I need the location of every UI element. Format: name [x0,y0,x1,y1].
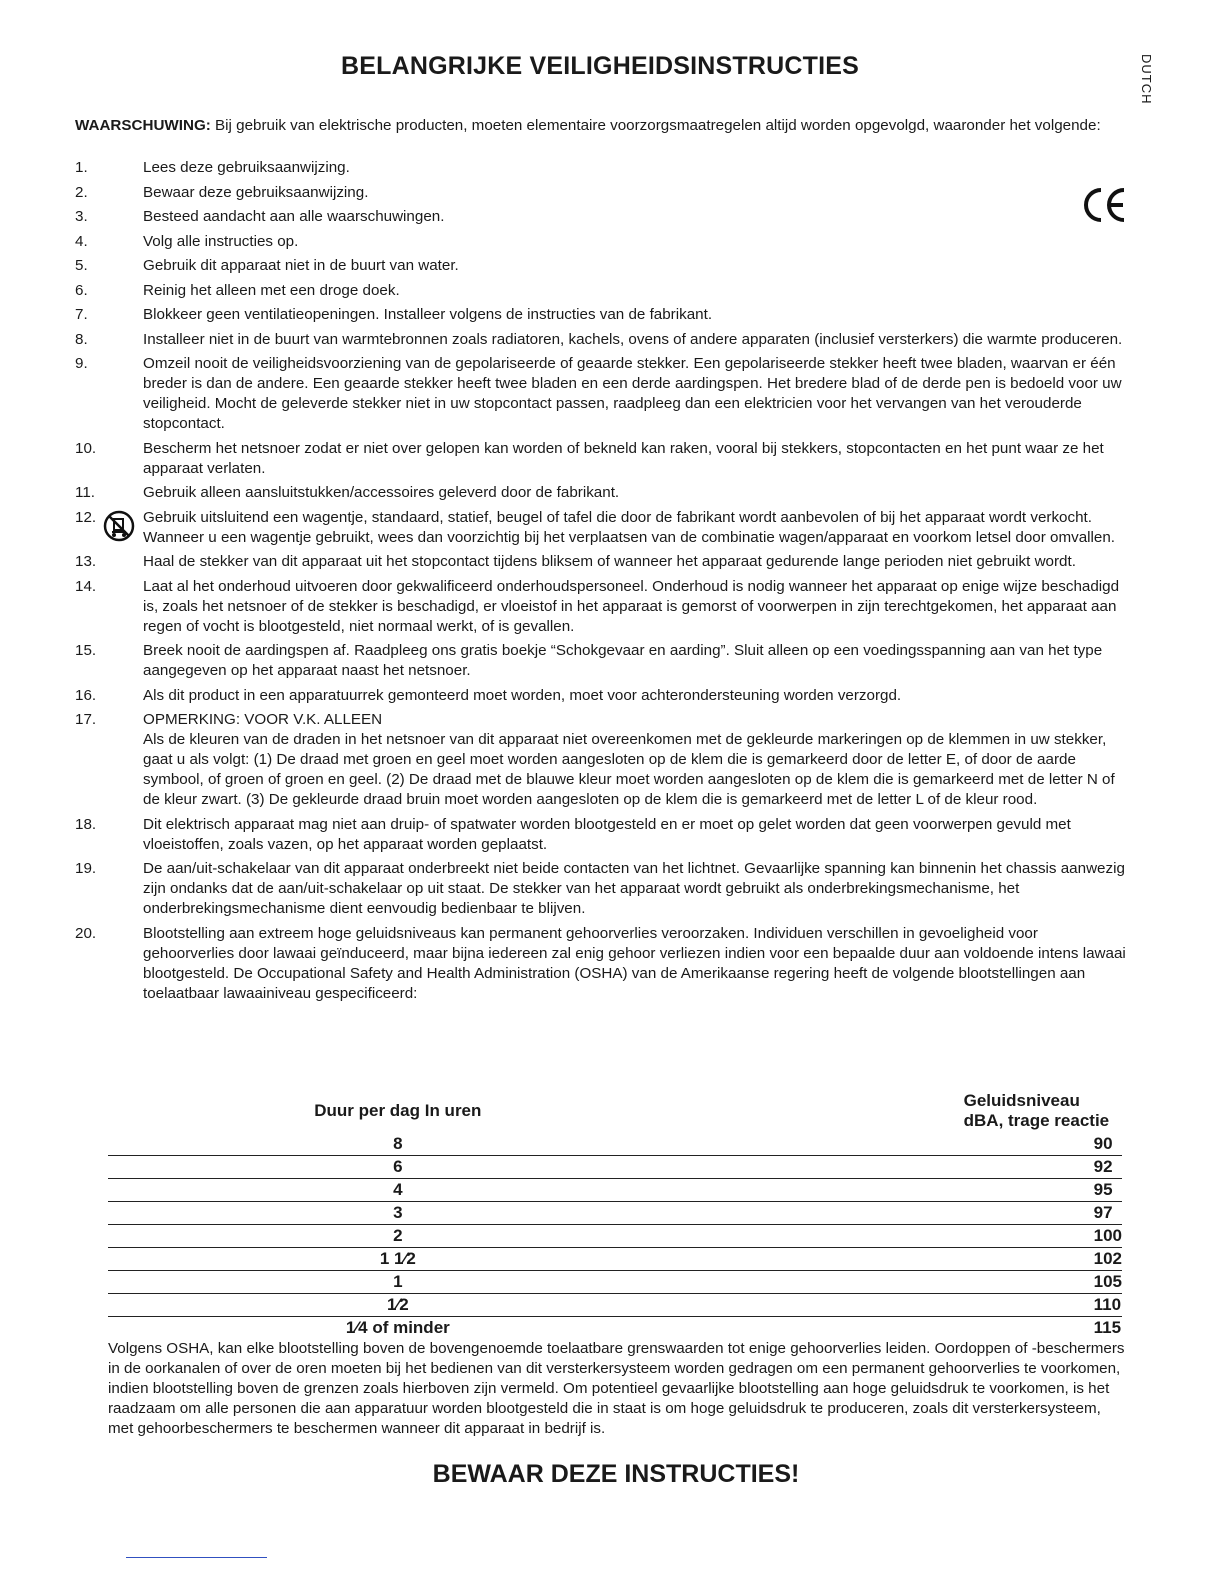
item-text: Reinig het alleen met een droge doek. [143,281,400,299]
warning-label: WAARSCHUWING: [75,117,211,134]
duration-cell: 4 [108,1179,964,1202]
sound-level-cell: 105 [964,1271,1122,1294]
item-number: 7. [75,306,88,323]
table-row [108,1248,1122,1271]
duration-cell: 3 [108,1202,964,1225]
warning-text: Bij gebruik van elektrische producten, moeten elementaire voorzorgsmaatregelen altijd worden opgevolgd, waaronder het volgende: [210,117,1101,134]
table-row [108,1156,1122,1179]
item-number: 9. [75,355,88,372]
instruction-list [75,158,1127,1008]
item-text: Bewaar deze gebruiksaanwijzing. [143,183,369,201]
item-number: 20. [75,924,97,942]
column-header-duration: Duur per dag In uren [314,1101,482,1120]
column-header-sound-level: Geluidsniveau dBA, trage reactie [963,1091,1110,1130]
item-number: 12. [75,508,97,526]
list-item [75,183,1127,203]
item-text: Gebruik alleen aansluitstukken/accessoires geleverd door de fabrikant. [143,484,620,501]
sound-level-cell: 97 [964,1202,1122,1225]
item-text: Gebruik uitsluitend een wagentje, standaard, statief, beugel of tafel die door de fabrikant wordt aanbevolen of bij het apparaat wordt verkocht. Wanneer u een wagentje gebruikt, wees dan voorzichtig bij het verplaatsen van de combinatie wagen/apparaat en voorkom letsel door omvallen. [143,508,1116,546]
table-row [108,1225,1122,1248]
list-item [75,330,1127,350]
footer-divider [126,1557,267,1558]
duration-cell: 1 [108,1271,964,1294]
item-number: 19. [75,860,97,877]
item-number: 2. [75,183,88,201]
item-number: 13. [75,553,97,570]
warning-paragraph [75,116,1125,136]
list-item [75,552,1127,572]
item-number: 3. [75,208,88,225]
table-row [108,1294,1122,1317]
duration-cell: 1⁄4 of minder [345,1318,450,1337]
sound-level-cell: 95 [964,1179,1122,1202]
duration-cell: 2 [108,1225,964,1248]
list-item [75,686,1127,706]
list-item [75,483,1127,503]
list-item [75,158,1127,178]
duration-cell: 8 [108,1133,964,1156]
list-item [75,232,1127,252]
duration-cell: 6 [108,1156,964,1179]
item-text: Dit elektrisch apparaat mag niet aan druip- of spatwater worden blootgesteld en er moet op gelet worden dat geen voorwerpen gevuld met vloeistoffen, zoals vazen, op het apparaat worden geplaatst. [143,815,1071,853]
list-item [75,439,1127,479]
table-row [108,1271,1122,1294]
item-number: 14. [75,577,97,595]
item-text: Gebruik dit apparaat niet in de buurt van water. [143,257,459,274]
list-item [75,305,1127,325]
sound-level-cell: 90 [964,1133,1122,1156]
item-number: 10. [75,439,97,457]
list-item [75,815,1127,855]
item-text: Haal de stekker van dit apparaat uit het stopcontact tijdens bliksem of wanneer het apparaat gedurende lange perioden niet gebruikt wordt. [143,553,1076,570]
item-text: Bescherm het netsnoer zodat er niet over gelopen kan worden of bekneld kan raken, vooral bij stekkers, stopcontacten en het punt waar ze het apparaat verlaten. [143,439,1104,477]
table-header-row [108,1091,1122,1133]
item-text: Blokkeer geen ventilatieopeningen. Installeer volgens de instructies van de fabrikant. [143,306,713,323]
footer-title: BEWAAR DEZE INSTRUCTIES! [432,1460,800,1488]
table-row [108,1202,1122,1225]
list-item [75,354,1127,434]
item-number: 16. [75,686,97,704]
item-text: Laat al het onderhoud uitvoeren door gekwalificeerd onderhoudspersoneel. Onderhoud is nodig wanneer het apparaat op enige wijze beschadigd is, zoals het netsnoer of de stekker is beschadigd, er vloeistof in het apparaat is gemorst of voorwerpen in zijn terechtgekomen, het apparaat aan regen of vocht is blootgesteld, niet normaal werkt, of is gevallen. [143,577,1120,635]
sound-level-cell: 92 [964,1156,1122,1179]
item-number: 18. [75,815,97,833]
item-text: Volg alle instructies op. [143,232,299,250]
item-number: 15. [75,642,97,659]
list-item [75,281,1127,301]
list-item [75,859,1127,919]
table-row [108,1317,1122,1340]
item-text: OPMERKING: VOOR V.K. ALLEEN [143,711,383,728]
noise-exposure-table [108,1091,1122,1339]
table-row [108,1133,1122,1156]
sound-level-cell: 102 [964,1248,1122,1271]
list-item [75,256,1127,276]
cart-tip-warning-icon [103,510,135,542]
item-number: 5. [75,257,88,274]
list-item [75,207,1127,227]
item-text: Lees deze gebruiksaanwijzing. [143,159,350,176]
item-number: 11. [75,484,95,501]
duration-cell: 1⁄2 [108,1294,964,1317]
item-text: Breek nooit de aardingspen af. Raadpleeg ons gratis boekje “Schokgevaar en aarding”. Sluit alleen op een voedingsspanning aan van het type aangegeven op het apparaat naast het netsnoer. [143,642,1103,679]
item-number: 4. [75,232,88,250]
list-item [75,508,1127,548]
list-item [75,710,1127,810]
item-text: Omzeil nooit de veiligheidsvoorziening van de gepolariseerde of geaarde stekker. Een gepolariseerde stekker heeft twee bladen, waarvan er één breder is dan de andere. Een geaarde stekker heeft twee bladen en een derde aardingspen. Het bredere blad of de derde pen is bedoeld voor uw veiligheid. Mocht de geleverde stekker niet in uw stopcontact passen, raadpleeg dan een elektricien voor het vervangen van het verouderde stopcontact. [143,355,1122,432]
item-text: Besteed aandacht aan alle waarschuwingen. [143,208,445,225]
item-number-wrap [75,508,143,548]
list-item [75,924,1127,1004]
table-row [108,1179,1122,1202]
sound-level-cell: 115 [1093,1318,1122,1337]
list-item [75,641,1127,681]
item-text: Installeer niet in de buurt van warmtebronnen zoals radiatoren, kachels, ovens of andere apparaten (inclusief versterkers) die warmte produceren. [143,330,1123,348]
item-subtext: Als de kleuren van de draden in het netsnoer van dit apparaat niet overeenkomen met de gekleurde markeringen op de klemmen in uw stekker, gaat u als volgt: (1) De draad met groen en geel moet worden aangesloten op de klem die is gemarkeerd door de letter E, of door de aarde symbool, of groen of groen en geel. (2) De draad met de blauwe kleur moet worden aangesloten op de klem die is gemarkeerd met de letter N of de kleur zwart. (3) De gekleurde draad bruin moet worden aangesloten op de klem die is gemarkeerd met de letter L of de kleur rood. [143,731,1115,808]
osha-note-paragraph: Volgens OSHA, kan elke blootstelling boven de bovengenoemde toelaatbare grenswaarden tot enige gehoorverlies leiden. Oordoppen of -beschermers in de oorkanalen of over de oren moeten bij het bedienen van dit versterkersysteem worden gedragen om een permanent gehoorverlies te voorkomen, indien blootstelling boven de grenzen zoals hierboven zijn vermeld. Om potentieel gevaarlijke blootstelling aan hoge geluidsdruk te voorkomen, is het raadzaam om alle personen die aan apparatuur worden blootgesteld die in staat is om hoge geluidsdruk te produceren, zoals dit versterkersysteem, met gehoorbeschermers te beschermen wanneer dit apparaat in bedrijf is. [108,1340,1125,1437]
sound-level-cell: 110 [964,1294,1122,1317]
item-text: Als dit product in een apparatuurrek gemonteerd moet worden, moet voor achterondersteuning worden verzorgd. [143,686,902,704]
page-title: BELANGRIJKE VEILIGHEIDSINSTRUCTIES [341,52,859,80]
list-item [75,577,1127,637]
item-number: 17. [75,711,97,728]
item-text: De aan/uit-schakelaar van dit apparaat onderbreekt niet beide contacten van het lichtnet. Gevaarlijke spanning kan binnenin het chassis aanwezig zijn ondanks dat de aan/uit-schakelaar op uit staat. De stekker van het apparaat wordt gebruikt als onderbrekingsmechanisme, het onderbrekingsmechanisme dient eenvoudig bedienbaar te blijven. [143,860,1125,917]
duration-cell: 1 1⁄2 [108,1248,964,1271]
item-number: 1. [75,159,88,176]
item-number: 6. [75,281,88,299]
item-number: 8. [75,330,88,348]
item-text-block [143,710,1127,810]
sound-level-cell: 100 [964,1225,1122,1248]
item-text: Blootstelling aan extreem hoge geluidsniveaus kan permanent gehoorverlies veroorzaken. Individuen verschillen in gevoeligheid voor gehoorverlies door lawaai geïnduceerd, maar bijna iedereen zal enig gehoor verliezen indien voor een bepaalde duur aan voldoende intens lawaai blootgesteld. De Occupational Safety and Health Administration (OSHA) van de Amerikaanse regering heeft de volgende blootstellingen aan toelaatbaar lawaainiveau gespecificeerd: [143,924,1126,1002]
language-tab-label: DUTCH [1139,54,1154,105]
